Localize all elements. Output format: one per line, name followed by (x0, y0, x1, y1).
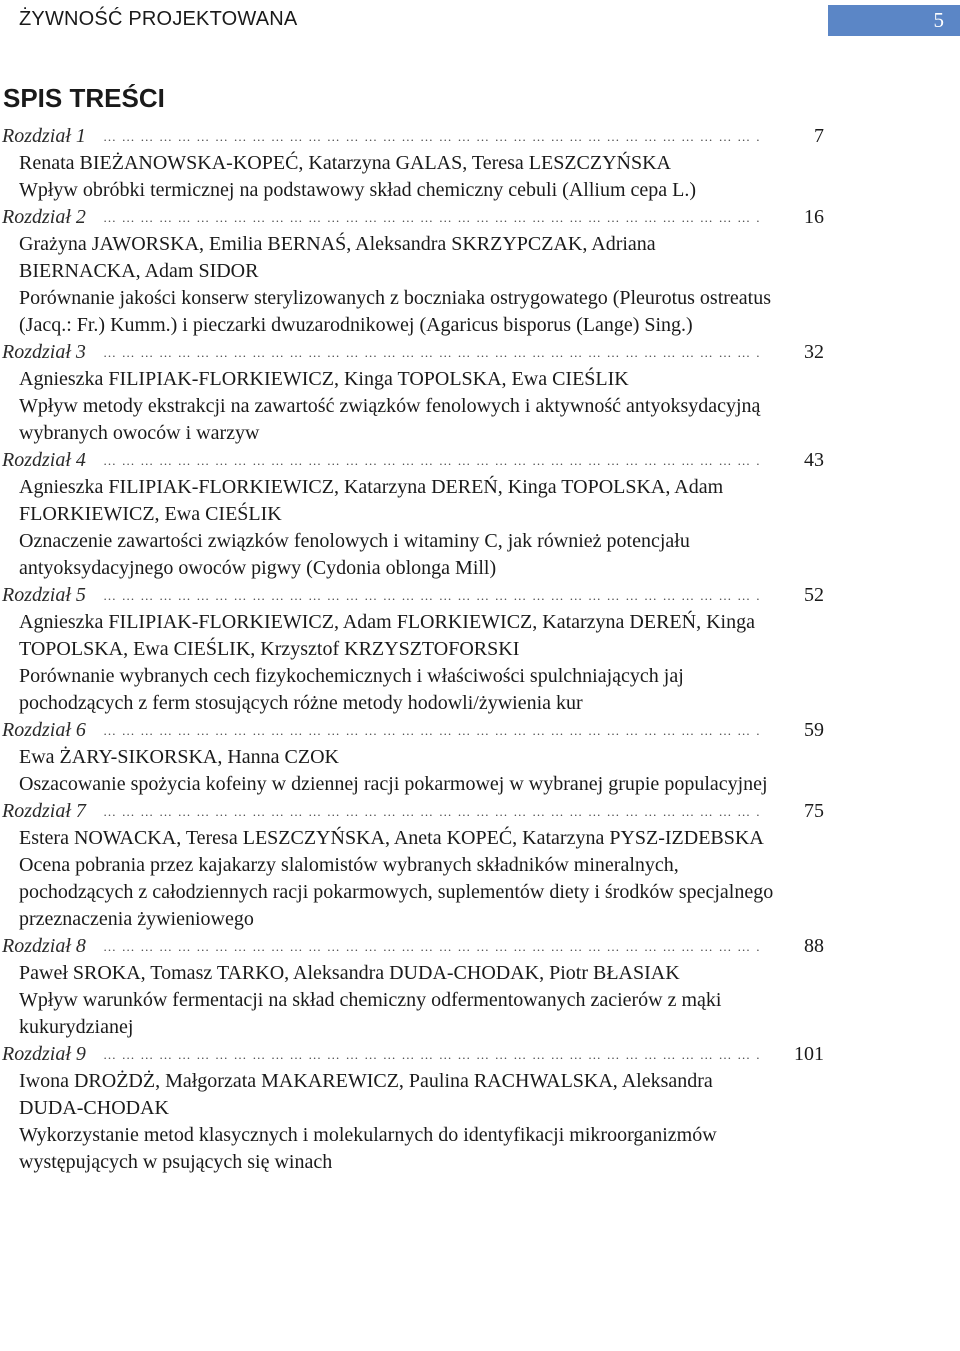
chapter-title: Oznaczenie zawartości związków fenolowych i witaminy C, jak również potencjału antyoksydacyjnego owoców pigwy (Cydonia oblonga Mill) (19, 530, 690, 579)
dot-leader (103, 447, 760, 474)
dot-leader (103, 123, 760, 150)
chapter-title: Porównanie jakości konserw sterylizowanych z boczniaka ostrygowatego (Pleurotus ostreatus (Jacq.: Fr.) Kumm.) i pieczarki dwuzarodnikowej (Agaricus bisporus (Lange) Sing.) (19, 287, 772, 336)
chapter-title: Oszacowanie spożycia kofeiny w dziennej racji pokarmowej w wybranej grupie populacyjnej (19, 773, 768, 795)
dot-leader (103, 204, 760, 231)
chapter-label[interactable]: Rozdział 4 (2, 449, 86, 471)
dot-leader (103, 933, 760, 960)
chapter-label[interactable]: Rozdział 9 (2, 1043, 86, 1065)
chapter-label[interactable]: Rozdział 1 (2, 125, 86, 147)
page-header (0, 0, 960, 44)
chapter-row (0, 717, 960, 744)
toc-entry (0, 447, 960, 582)
chapter-authors: Agnieszka FILIPIAK-FLORKIEWICZ, Kinga TOPOLSKA, Ewa CIEŚLIK (19, 368, 629, 390)
chapter-label[interactable]: Rozdział 8 (2, 935, 86, 957)
chapter-row (0, 933, 960, 960)
page-number-badge: 5 (828, 5, 960, 36)
header-title: ŻYWNOŚĆ PROJEKTOWANA (19, 8, 298, 30)
dot-leader (103, 717, 760, 744)
chapter-title: Wpływ obróbki termicznej na podstawowy skład chemiczny cebuli (Allium cepa L.) (19, 179, 697, 201)
toc-entry (0, 582, 960, 717)
chapter-authors: Grażyna JAWORSKA, Emilia BERNAŚ, Aleksandra SKRZYPCZAK, Adriana BIERNACKA, Adam SIDOR (19, 233, 656, 282)
chapter-page-number: 43 (804, 449, 824, 471)
toc-entry (0, 339, 960, 447)
chapter-authors: Paweł SROKA, Tomasz TARKO, Aleksandra DUDA-CHODAK, Piotr BŁASIAK (19, 962, 680, 984)
chapter-authors: Iwona DROŻDŻ, Małgorzata MAKAREWICZ, Paulina RACHWALSKA, Aleksandra DUDA-CHODAK (19, 1070, 713, 1119)
chapter-row (0, 123, 960, 150)
chapter-row (0, 447, 960, 474)
chapter-label[interactable]: Rozdział 7 (2, 800, 86, 822)
chapter-page-number: 101 (794, 1043, 824, 1065)
chapter-row (0, 1041, 960, 1068)
toc-entry (0, 798, 960, 933)
chapter-authors: Estera NOWACKA, Teresa LESZCZYŃSKA, Aneta KOPEĆ, Katarzyna PYSZ-IZDEBSKA (19, 827, 764, 849)
chapter-row (0, 204, 960, 231)
toc-entry (0, 123, 960, 204)
chapter-page-number: 32 (804, 341, 824, 363)
chapter-page-number: 16 (804, 206, 824, 228)
dot-leader (103, 798, 760, 825)
chapter-authors: Agnieszka FILIPIAK-FLORKIEWICZ, Adam FLORKIEWICZ, Katarzyna DEREŃ, Kinga TOPOLSKA, Ewa CIEŚLIK, Krzysztof KRZYSZTOFORSKI (19, 611, 755, 660)
chapter-row (0, 582, 960, 609)
chapter-title: Wpływ metody ekstrakcji na zawartość związków fenolowych i aktywność antyoksydacyjną wybranych owoców i warzyw (19, 395, 761, 444)
toc-entry (0, 1041, 960, 1176)
chapter-title: Wpływ warunków fermentacji na skład chemiczny odfermentowanych zacierów z mąki kukurydzianej (19, 989, 722, 1038)
toc-entry (0, 204, 960, 339)
dot-leader (103, 582, 760, 609)
chapter-row (0, 339, 960, 366)
dot-leader (103, 1041, 760, 1068)
chapter-label[interactable]: Rozdział 2 (2, 206, 86, 228)
chapter-page-number: 7 (814, 125, 824, 147)
dot-leader (103, 339, 760, 366)
chapter-page-number: 75 (804, 800, 824, 822)
chapter-authors: Agnieszka FILIPIAK-FLORKIEWICZ, Katarzyna DEREŃ, Kinga TOPOLSKA, Adam FLORKIEWICZ, Ewa CIEŚLIK (19, 476, 724, 525)
toc-title: SPIS TREŚCI (3, 83, 165, 113)
chapter-authors: Renata BIEŻANOWSKA-KOPEĆ, Katarzyna GALAS, Teresa LESZCZYŃSKA (19, 152, 672, 174)
chapter-page-number: 52 (804, 584, 824, 606)
chapter-label[interactable]: Rozdział 5 (2, 584, 86, 606)
chapter-page-number: 59 (804, 719, 824, 741)
table-of-contents (0, 123, 960, 1176)
chapter-page-number: 88 (804, 935, 824, 957)
chapter-title: Ocena pobrania przez kajakarzy slalomistów wybranych składników mineralnych, pochodzących z całodziennych racji pokarmowych, suplementów diety i środków specjalnego przeznaczenia żywieniowego (19, 854, 774, 930)
chapter-row (0, 798, 960, 825)
chapter-authors: Ewa ŻARY-SIKORSKA, Hanna CZOK (19, 746, 339, 768)
chapter-title: Wykorzystanie metod klasycznych i molekularnych do identyfikacji mikroorganizmów występujących w psujących się winach (19, 1124, 717, 1173)
toc-entry (0, 933, 960, 1041)
chapter-title: Porównanie wybranych cech fizykochemicznych i właściwości spulchniających jaj pochodzących z ferm stosujących różne metody hodowli/żywienia kur (19, 665, 684, 714)
toc-entry (0, 717, 960, 798)
chapter-label[interactable]: Rozdział 3 (2, 341, 86, 363)
chapter-label[interactable]: Rozdział 6 (2, 719, 86, 741)
